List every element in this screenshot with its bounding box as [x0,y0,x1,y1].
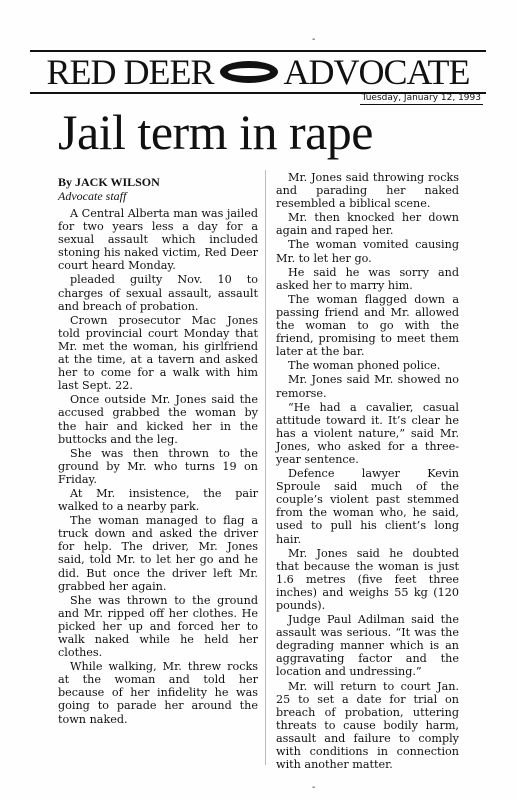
clipping-mark: - [312,782,316,793]
article-column-left [58,175,258,726]
paragraph: Mr. Jones said throwing rocks and parading her naked resembled a biblical scene. [276,171,459,211]
paragraph: She was thrown to the ground and Mr. ripped off her clothes. He picked her up and forced her to walk naked while he held her clothes. [58,593,258,660]
masthead [30,50,486,94]
paragraph: The woman flagged down a passing friend and Mr. allowed the woman to go with the friend, promising to meet them later at the bar. [276,292,459,359]
masthead-right: ADVOCATE [283,52,470,92]
clipping-mark: - [312,34,316,45]
byline-staff: Advocate staff [58,189,127,203]
paragraph: She was then thrown to the ground by Mr. who turns 19 on Friday. [58,446,258,486]
masthead-logo-icon [220,61,278,83]
column-divider [265,170,266,765]
paragraph: At Mr. insistence, the pair walked to a nearby park. [58,486,258,514]
paragraph: The woman phoned police. [288,359,441,373]
headline: Jail term in rape [58,104,373,160]
paragraph: While walking, Mr. threw rocks at the woman and told her because of her infidelity he was going to parade her around the town naked. [58,660,258,726]
dateline: Tuesday, January 12, 1993 [361,93,481,103]
paragraph: Once outside Mr. Jones said the accused grabbed the woman by the hair and kicked her in the buttocks and the leg. [58,393,258,446]
paragraph: The woman managed to flag a truck down and asked the driver for help. The driver, Mr. Jones said, told Mr. to let her go and he did. But once the driver left Mr. grabbed her again. [58,514,258,593]
byline: By JACK WILSON [58,175,160,189]
paragraph: Mr. will return to court Jan. 25 to set a date for trial on breach of probation, uttering threats to cause bodily harm, assault and failure to comply with conditions in connection with another matter. [276,679,459,772]
paragraph: Mr. then knocked her down again and raped her. [276,211,459,238]
paragraph: A Central Alberta man was jailed for two years less a day for a sexual assault which included stoning his naked victim, Red Deer court heard Monday. [58,207,258,273]
paragraph: The woman vomited causing Mr. to let her go. [276,238,459,265]
paragraph: “He had a cavalier, casual attitude toward it. It’s clear he has a violent nature,” said Mr. Jones, who asked for a three-year sentence. [276,400,459,466]
paragraph: Mr. Jones said he doubted that because the woman is just 1.6 metres (five feet three inches) and weighs 55 kg (120 pounds). [276,546,459,612]
paragraph: He said he was sorry and asked her to marry him. [276,265,459,292]
paragraph: Defence lawyer Kevin Sproule said much of the couple’s violent past stemmed from the woman who, he said, used to pull his client’s long hair. [276,467,459,546]
paragraph: Mr. Jones said Mr. showed no remorse. [276,373,459,400]
paragraph: Crown prosecutor Mac Jones told provincial court Monday that Mr. met the woman, his girlfriend at the time, at a tavern and asked her to come for a walk with him last Sept. 22. [58,313,258,393]
masthead-left: RED DEER [46,52,214,92]
article-column-right [276,171,459,771]
paragraph: pleaded guilty Nov. 10 to charges of sexual assault, assault and breach of probation. [58,273,258,313]
paragraph: Judge Paul Adilman said the assault was serious. “It was the degrading manner which is an aggravating factor and the location and undressing.” [276,613,459,679]
